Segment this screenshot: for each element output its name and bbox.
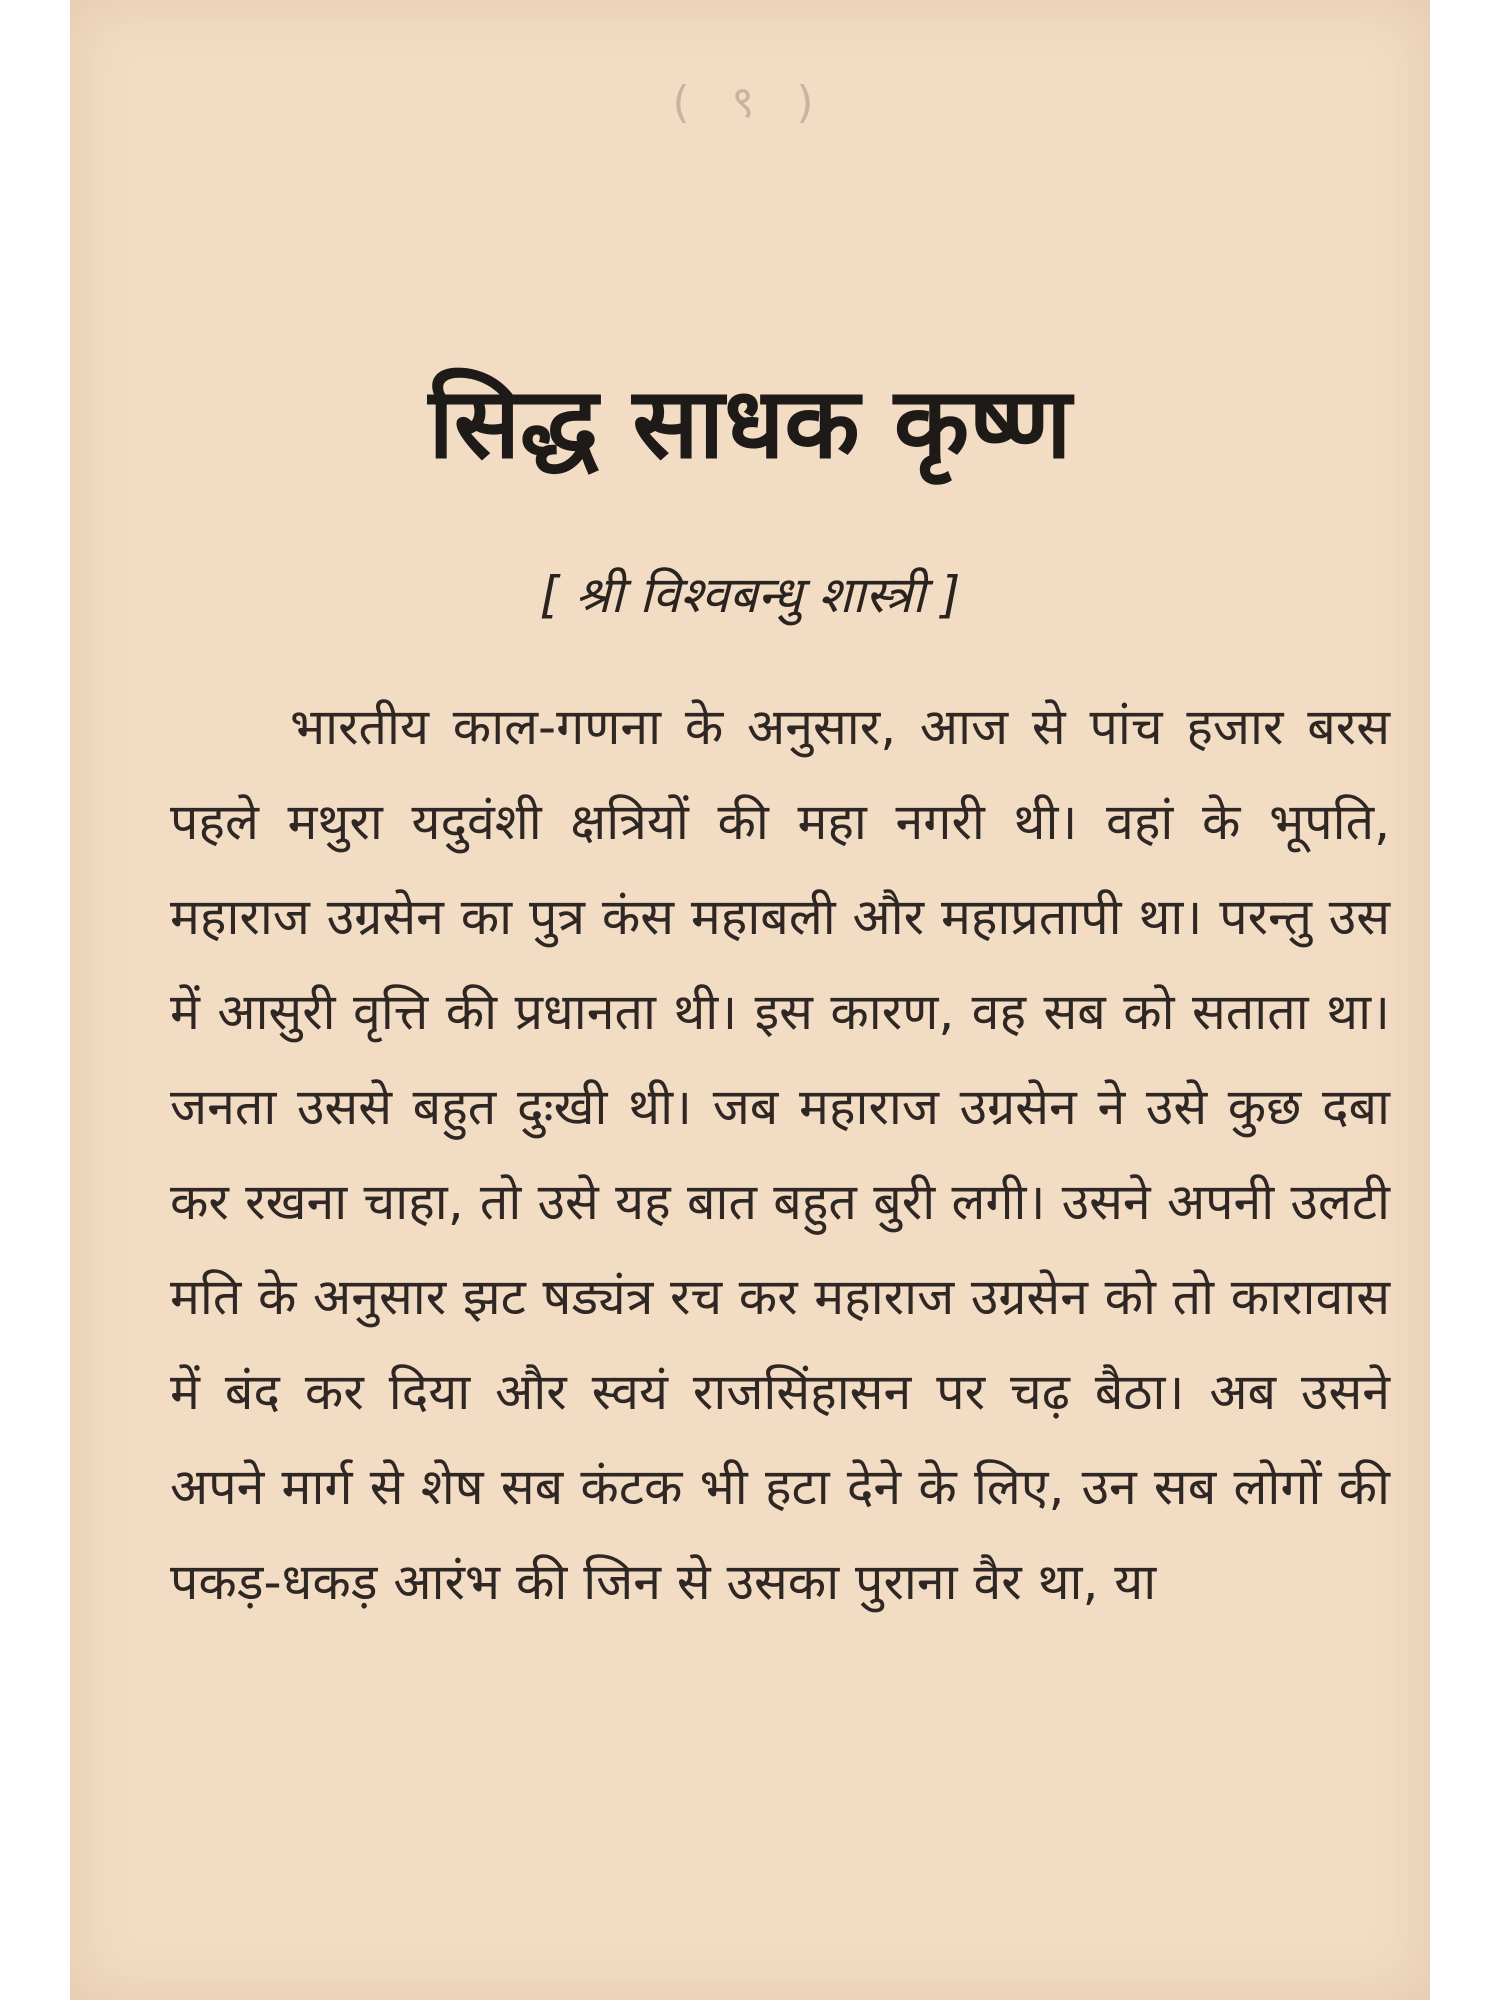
author-byline: [ श्री विश्वबन्धु शास्त्री ] (539, 566, 961, 624)
page-number: ( ९ ) (672, 77, 828, 128)
body-paragraph: भारतीय काल-गणना के अनुसार, आज से पांच हजार बरस पहले मथुरा यदुवंशी क्षत्रियों की महा नगरी थी। वहां के भूपति, महाराज उग्रसेन का पुत्र कंस महाबली और महाप्रतापी था। परन्तु उस में आसुरी वृत्ति की प्रधानता थी। इस कारण, वह सब को सताता था। जनता उससे बहुत दुःखी थी। जब महाराज उग्रसेन ने उसे कुछ दबा कर रखना चाहा, तो उसे यह बात बहुत बुरी लगी। उसने अपनी उलटी मति के अनुसार झट षड्यंत्र रच कर महाराज उग्रसेन को तो कारावास में बंद कर दिया और स्वयं राजसिंहासन पर चढ़ बैठा। अब उसने अपने मार्ग से शेष सब कंटक भी हटा देने के लिए, उन सब लोगों की पकड़-धकड़ आरंभ की जिन से उसका पुराना वैर था, या (170, 698, 1390, 1611)
chapter-title: सिद्ध साधक कृष्ण (428, 367, 1072, 481)
book-page (70, 0, 1430, 2000)
